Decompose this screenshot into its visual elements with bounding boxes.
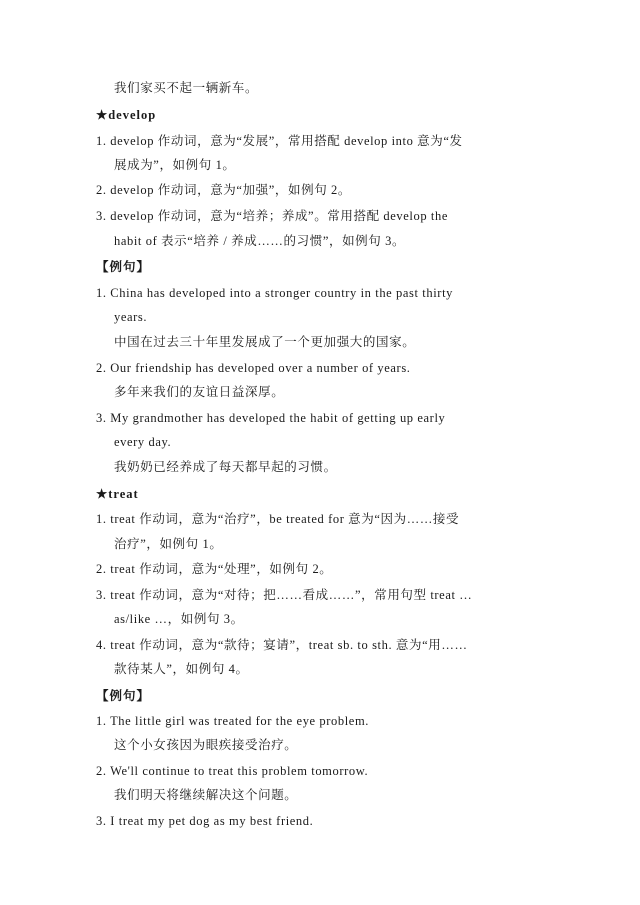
definition-item: 1. treat 作动词，意为“治疗”，be treated for 意为“因为……接受 [96,512,460,526]
section-heading-develop: ★develop [96,108,157,122]
definition-item: 2. treat 作动词，意为“处理”，如例句 2。 [96,562,333,576]
definition-item: 2. develop 作动词，意为“加强”，如例句 2。 [96,183,351,197]
section-heading-treat: ★treat [96,487,139,501]
definition-item: 3. treat 作动词，意为“对待；把……看成……”，常用句型 treat … [96,588,473,602]
example-sentence-continuation: every day. [114,435,172,449]
definition-item: 3. develop 作动词，意为“培养；养成”。常用搭配 develop the [96,209,448,223]
example-sentence-continuation: years. [114,310,148,324]
example-sentence: 1. The little girl was treated for the eye problem. [96,714,369,728]
example-sentence: 3. My grandmother has developed the habit of getting up early [96,411,446,425]
example-translation: 我们明天将继续解决这个问题。 [114,788,298,802]
definition-item: 4. treat 作动词，意为“款待；宴请”，treat sb. to sth. 意为“用…… [96,638,468,652]
definition-item: 1. develop 作动词，意为“发展”，常用搭配 develop into 意为“发 [96,134,463,148]
example-sentence: 1. China has developed into a stronger country in the past thirty [96,286,453,300]
example-sentence: 3. I treat my pet dog as my best friend. [96,814,314,828]
example-translation: 这个小女孩因为眼疾接受治疗。 [114,738,298,752]
definition-continuation: habit of 表示“培养 / 养成……的习惯”，如例句 3。 [114,234,406,248]
examples-heading: 【例句】 [96,260,151,274]
example-translation: 我奶奶已经养成了每天都早起的习惯。 [114,460,337,474]
definition-continuation: as/like …，如例句 3。 [114,612,244,626]
example-sentence: 2. We'll continue to treat this problem tomorrow. [96,764,369,778]
definition-continuation: 治疗”，如例句 1。 [114,537,223,551]
example-translation: 多年来我们的友谊日益深厚。 [114,385,285,399]
example-sentence: 2. Our friendship has developed over a number of years. [96,361,411,375]
definition-continuation: 款待某人”，如例句 4。 [114,662,249,676]
example-translation: 中国在过去三十年里发展成了一个更加强大的国家。 [114,335,416,349]
examples-heading: 【例句】 [96,689,151,703]
example-translation: 我们家买不起一辆新车。 [114,81,259,95]
definition-continuation: 展成为”，如例句 1。 [114,158,236,172]
